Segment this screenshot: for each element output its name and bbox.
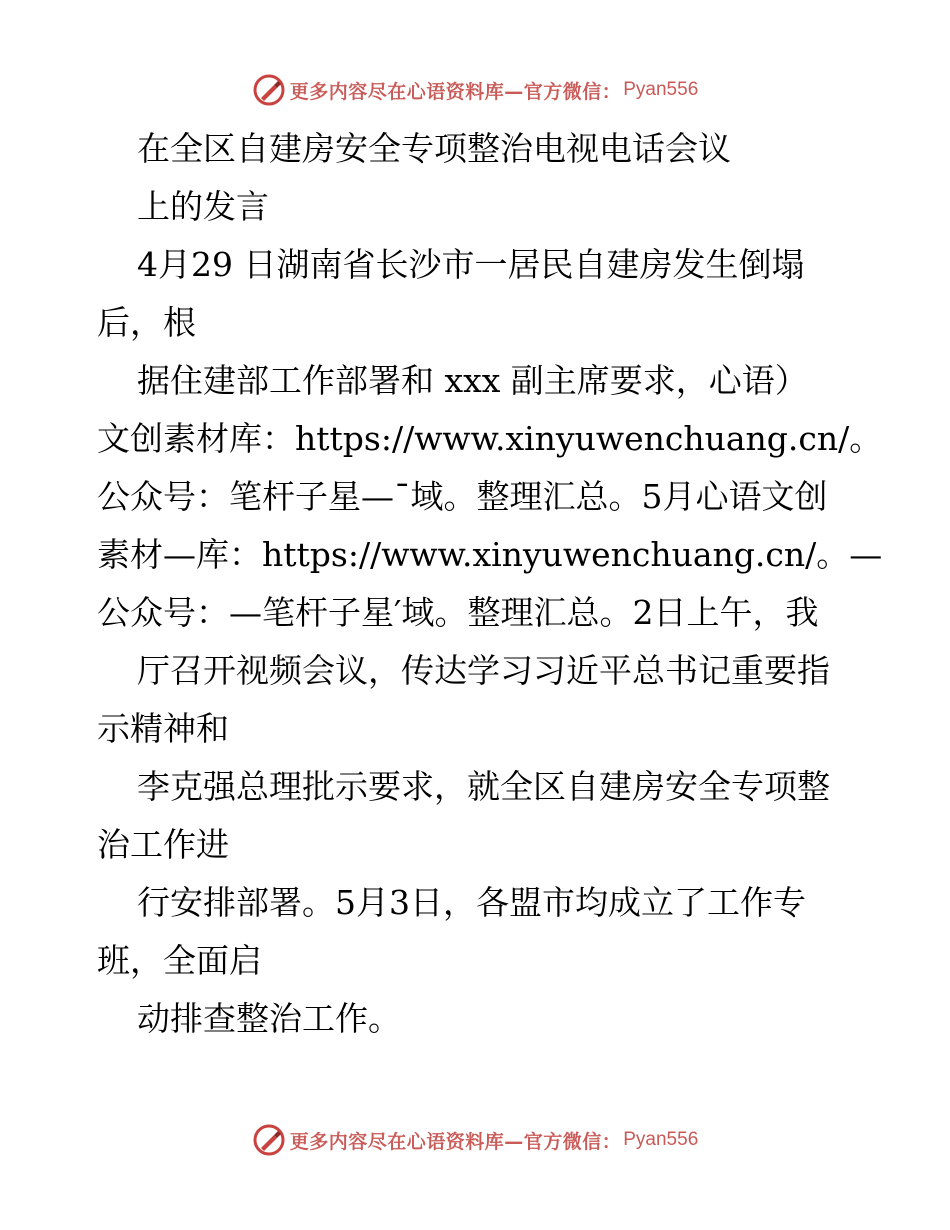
pen-logo-icon	[252, 73, 286, 107]
text-line: 上的发言	[137, 187, 269, 226]
text-line: 厅召开视频会议，传达学习习近平总书记重要指	[137, 651, 830, 690]
document-body	[97, 120, 883, 1048]
watermark-text: 更多内容尽在心语资料库—官方微信：	[289, 1130, 622, 1153]
watermark-account: Pyan556	[623, 1129, 699, 1150]
text-line: 据住建部工作部署和 xxx 副主席要求，心语）	[137, 361, 808, 400]
text-line: 后，根	[97, 303, 196, 342]
text-line: 行安排部署。5月3日，各盟市均成立了工作专	[137, 883, 806, 922]
header-watermark	[0, 72, 950, 108]
text-line: 公众号：笔杆子星—¯域。整理汇总。5月心语文创	[97, 477, 828, 516]
footer-watermark	[0, 1122, 950, 1158]
text-line: 李克强总理批示要求，就全区自建房安全专项整	[137, 767, 830, 806]
text-line: 素材—库：https://www.xinyuwenchuang.cn/。—	[97, 535, 883, 574]
text-line: 文创素材库：https://www.xinyuwenchuang.cn/。	[97, 419, 883, 458]
pen-logo-icon	[252, 1123, 286, 1157]
text-line: 在全区自建房安全专项整治电视电话会议	[137, 129, 731, 168]
watermark-text: 更多内容尽在心语资料库—官方微信：	[289, 80, 622, 103]
text-line: 示精神和	[97, 709, 229, 748]
text-line: 治工作进	[97, 825, 229, 864]
text-line: 4月29 日湖南省长沙市一居民自建房发生倒塌	[137, 245, 805, 284]
watermark-account: Pyan556	[623, 79, 699, 100]
text-line: 公众号：—笔杆子星′域。整理汇总。2日上午，我	[97, 593, 819, 632]
text-line: 动排查整治工作。	[137, 999, 401, 1038]
text-line: 班，全面启	[97, 941, 262, 980]
